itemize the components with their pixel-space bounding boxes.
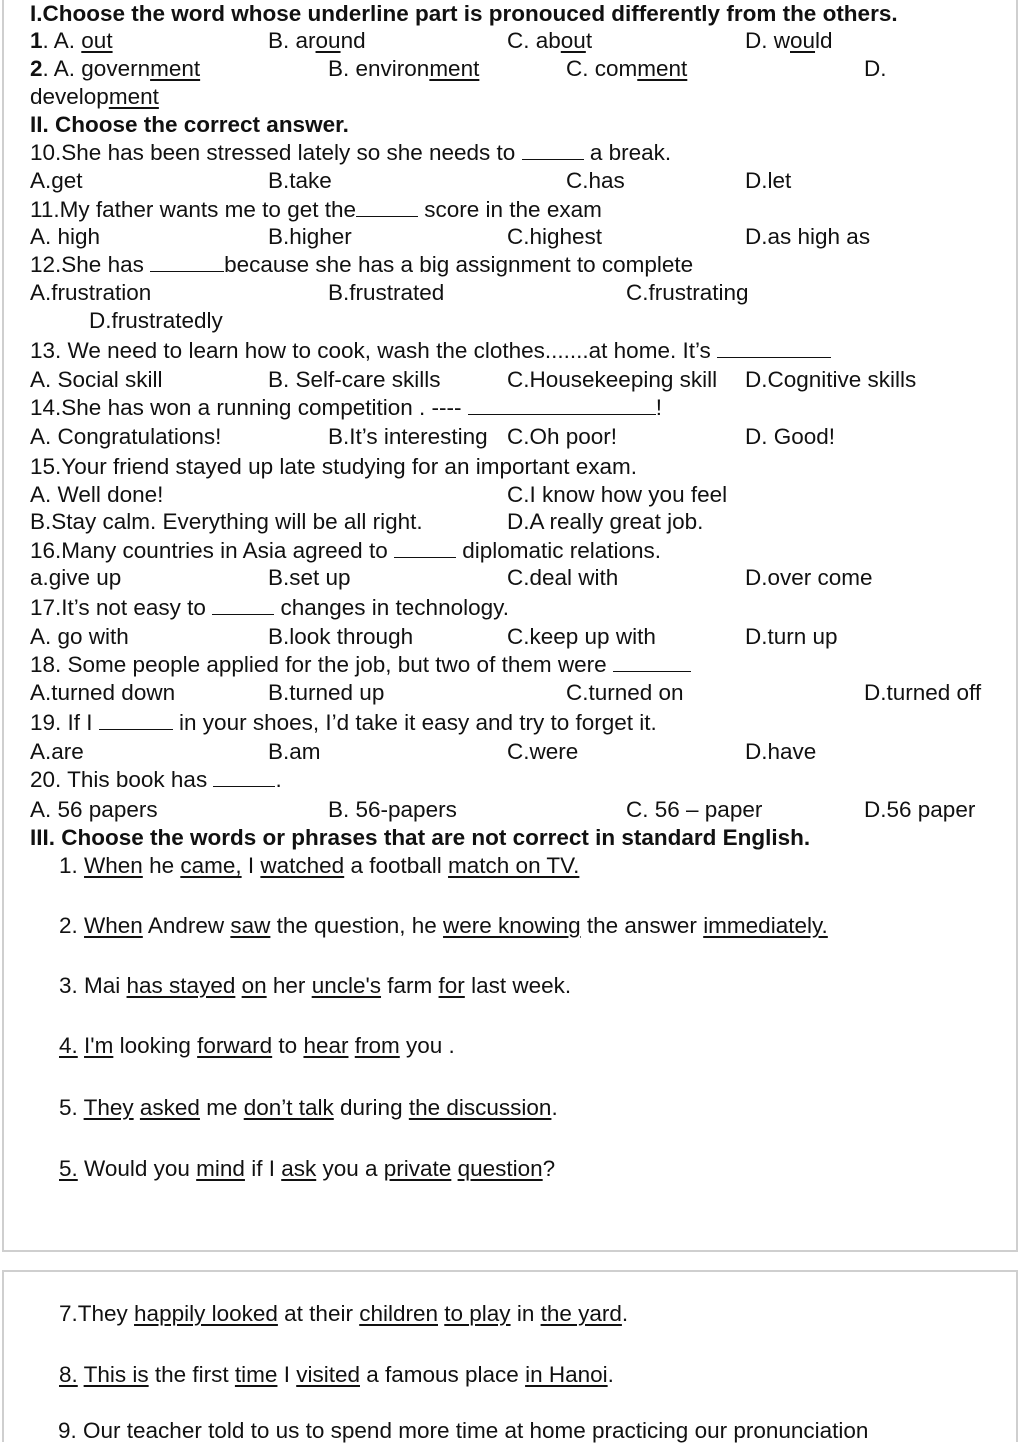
q20-option-d: D.56 paper [864,797,976,822]
q16-option-b: B.set up [268,565,351,590]
q17-option-b: B.look through [268,624,414,649]
q16-option-a: a.give up [30,565,122,590]
q14-option-b: B.It’s interesting [328,424,488,449]
q19-option-d: D.have [745,739,817,764]
part2-title: II. Choose the correct answer. [30,112,349,137]
q13-option-c: C.Housekeeping skill [507,367,718,392]
q15-question: 15.Your friend stayed up late studying for an important exam. [30,454,638,479]
q18-option-d: D.turned off [864,680,982,705]
q18-option-b: B.turned up [268,680,385,705]
sentence-3: 3. Mai has stayed on her uncle's farm for last week. [59,973,572,998]
q14-question: 14.She has won a running competition . ---- ! [30,395,662,420]
q1-option-a: 1. A. out [30,28,113,53]
q15-option-d: D.A really great job. [507,509,704,534]
q2-option-c: C. comment [566,56,688,81]
q2-option-a: 2. A. government [30,56,201,81]
q17-option-c: C.keep up with [507,624,656,649]
q1-option-d: D. would [745,28,833,53]
q16-question: 16.Many countries in Asia agreed to diplomatic relations. [30,538,662,563]
q1-option-c: C. about [507,28,593,53]
q10-option-b: B.take [268,168,332,193]
q19-option-c: C.were [507,739,579,764]
q17-option-d: D.turn up [745,624,838,649]
q17-question: 17.It’s not easy to changes in technology. [30,595,509,620]
q12-option-b: B.frustrated [328,280,445,305]
q20-question: 20. This book has . [30,767,282,792]
q12-option-a: A.frustration [30,280,152,305]
q13-question: 13. We need to learn how to cook, wash the clothes.......at home. It’s [30,337,831,365]
q15-option-b: B.Stay calm. Everything will be all right. [30,509,423,534]
part1-title: I.Choose the word whose underline part is pronouced differently from the others. [30,1,898,26]
q11-question: 11.My father wants me to get the score in the exam [30,197,602,222]
q18-option-a: A.turned down [30,680,176,705]
q18-option-c: C.turned on [566,680,684,705]
sentence-5: 5. They asked me don’t talk during the discussion. [59,1095,558,1120]
q11-option-c: C.highest [507,224,603,249]
sentence-8: 8. This is the first time I visited a famous place in Hanoi. [59,1362,614,1387]
q12-option-c: C.frustrating [626,280,749,305]
q2-option-d: D. [864,56,887,81]
q11-option-d: D.as high as [745,224,871,249]
q2-option-b: B. environment [328,56,480,81]
q19-option-a: A.are [30,739,84,764]
q18-question: 18. Some people applied for the job, but two of them were [30,651,691,679]
q2-option-d-cont: development [30,84,159,109]
q13-option-a: A. Social skill [30,367,163,392]
q11-option-b: B.higher [268,224,352,249]
q20-option-b: B. 56-papers [328,797,457,822]
q16-option-c: C.deal with [507,565,619,590]
q10-option-a: A.get [30,168,83,193]
q13-option-b: B. Self-care skills [268,367,441,392]
q14-option-a: A. Congratulations! [30,424,222,449]
q13-option-d: D.Cognitive skills [745,367,917,392]
q19-option-b: B.am [268,739,321,764]
q10-question: 10.She has been stressed lately so she needs to a break. [30,140,672,165]
q12-question: 12.She has because she has a big assignment to complete [30,252,694,277]
q14-option-c: C.Oh poor! [507,424,618,449]
sentence-2: 2. When Andrew saw the question, he were knowing the answer immediately. [59,913,828,938]
q11-option-a: A. high [30,224,101,249]
q17-option-a: A. go with [30,624,129,649]
q20-option-a: A. 56 papers [30,797,158,822]
sentence-9-partial [58,1414,868,1430]
q1-option-b: B. around [268,28,366,53]
sentence-4: 4. I'm looking forward to hear from you . [59,1033,455,1058]
q15-option-c: C.I know how you feel [507,482,728,507]
q14-option-d: D. Good! [745,424,836,449]
part3-title: III. Choose the words or phrases that are not correct in standard English. [30,825,811,850]
sentence-7: 7.They happily looked at their children to play in the yard. [59,1301,629,1326]
q16-option-d: D.over come [745,565,873,590]
q20-option-c: C. 56 – paper [626,797,763,822]
q19-question: 19. If I in your shoes, I’d take it easy and try to forget it. [30,710,657,735]
q12-option-d: D.frustratedly [89,308,223,333]
sentence-6: 5. Would you mind if I ask you a private question? [59,1156,556,1181]
q10-option-d: D.let [745,168,792,193]
sentence-1: 1. When he came, I watched a football match on TV. [59,853,580,878]
q15-option-a: A. Well done! [30,482,164,507]
q10-option-c: C.has [566,168,625,193]
